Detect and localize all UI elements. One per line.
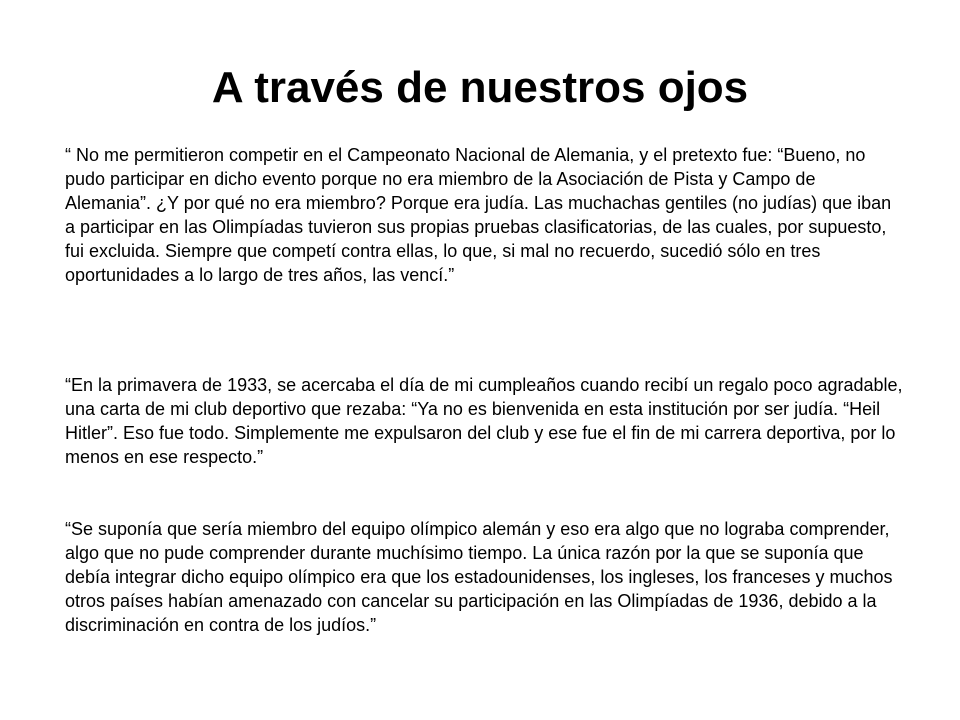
quote-paragraph-1: “ No me permitieron competir en el Campeonato Nacional de Alemania, y el pretexto fue: “Bueno, no pudo participar en dicho evento porque no era miembro de la Asociación de Pista y Campo de Alemania”. ¿Y por qué no era miembro? Porque era judía. Las muchachas gentiles (no judías) que iban a participar en las Olimpíadas tuvieron sus propias pruebas clasificatorias, de las cuales, por supuesto, fui excluida. Siempre que competí contra ellas, lo que, si mal no recuerdo, sucedió sólo en tres oportunidades a lo largo de tres años, las vencí.” [65, 145, 892, 285]
slide-title: A través de nuestros ojos [211, 63, 749, 112]
quote-paragraph-3: “Se suponía que sería miembro del equipo olímpico alemán y eso era algo que no lograba comprender, algo que no pude comprender durante muchísimo tiempo. La única razón por la que se suponía que debía integrar dicho equipo olímpico era que los estadounidenses, los ingleses, los franceses y muchos otros países habían amenazado con cancelar su participación en las Olimpíadas de 1936, debido a la discriminación en contra de los judíos.” [65, 519, 893, 635]
quote-paragraph-2: “En la primavera de 1933, se acercaba el día de mi cumpleaños cuando recibí un regalo poco agradable, una carta de mi club deportivo que rezaba: “Ya no es bienvenida en esta institución por ser judía. “Heil Hitler”. Eso fue todo. Simplemente me expulsaron del club y ese fue el fin de mi carrera deportiva, por lo menos en ese respecto.” [65, 375, 903, 467]
